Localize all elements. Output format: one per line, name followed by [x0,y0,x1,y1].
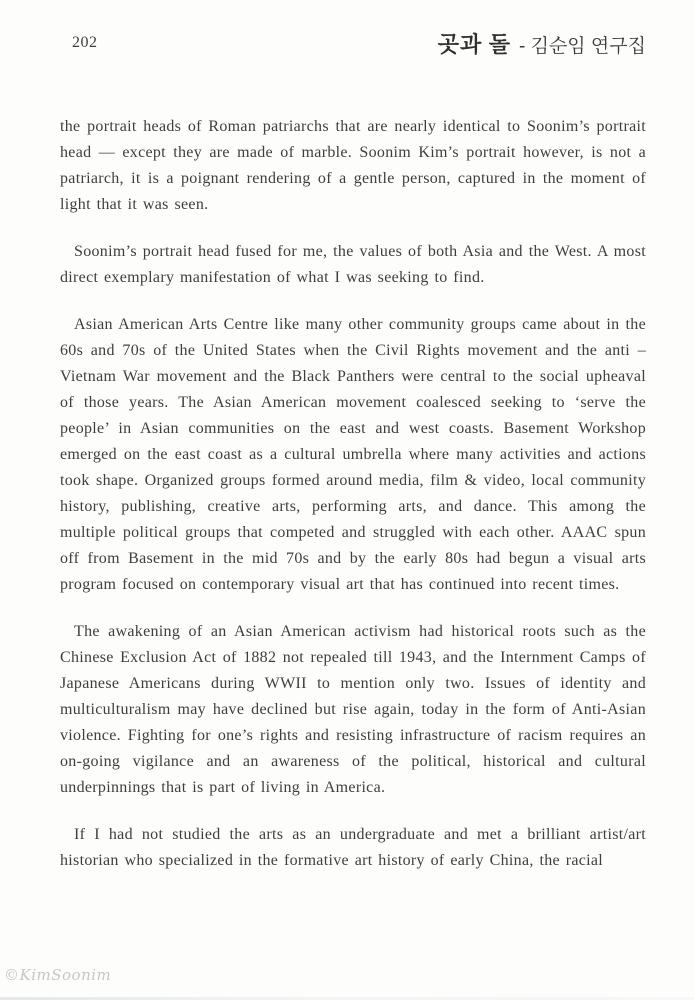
paragraph-5: If I had not studied the arts as an undergraduate and met a brilliant artist/art historian who specialized in the formative art history of early China, the racial [60,826,646,869]
copyright-watermark: ©KimSoonim [4,966,112,984]
page-number: 202 [72,34,98,51]
body-text [60,114,646,895]
paragraph-1: the portrait heads of Roman patriarchs that are nearly identical to Soonim’s portrait head — except they are made of marble. Soonim Kim’s portrait however, is not a patriarch, it is a poignant rendering of a gentle person, captured in the moment of light that it was seen. [60,118,646,213]
paragraph-3: Asian American Arts Centre like many other community groups came about in the 60s and 70s of the United States when the Civil Rights movement and the anti – Vietnam War movement and the Black Panthers were central to the social upheaval of those years. The Asian American movement coalesced seeking to ‘serve the people’ in Asian communities on the east and west coasts. Basement Workshop emerged on the east coast as a cultural umbrella where many activities and actions took shape. Organized groups formed around media, film & video, local community history, publishing, creative arts, performing arts, and dance. This among the multiple political groups that competed and struggled with each other. AAAC spun off from Basement in the mid 70s and by the early 80s had begun a visual arts program focused on contemporary visual art that has continued into recent times. [60,316,646,593]
paragraph-4: The awakening of an Asian American activism had historical roots such as the Chinese Exclusion Act of 1882 not repealed till 1943, and the Internment Camps of Japanese Americans during WWII to mention only two. Issues of identity and multiculturalism may have declined but rise again, today in the form of Anti-Asian violence. Fighting for one’s rights and resisting infrastructure of racism requires an on-going vigilance and an awareness of the political, historical and cultural underpinnings that is part of living in America. [60,623,646,796]
book-title: 곳과 돌 [437,32,511,57]
running-header [438,28,646,59]
paragraph-2: Soonim’s portrait head fused for me, the values of both Asia and the West. A most direct exemplary manifestation of what I was seeking to find. [60,243,646,286]
book-subtitle: - 김순임 연구집 [518,36,646,57]
